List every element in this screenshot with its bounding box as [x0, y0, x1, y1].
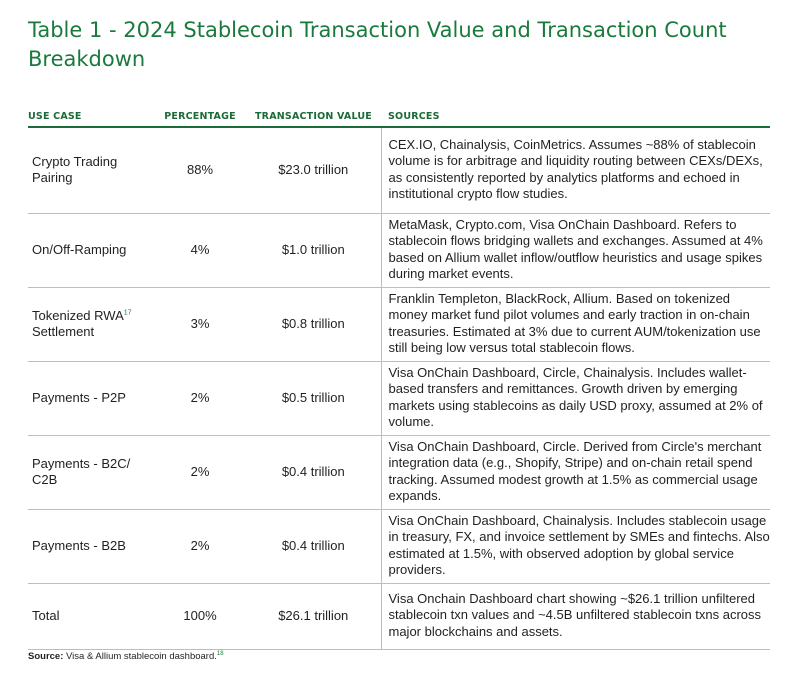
footnote-marker: 18 — [216, 650, 224, 657]
table-row — [28, 435, 770, 509]
use-case-cell: Payments - B2B — [32, 537, 126, 553]
value-cell: $1.0 trillion — [281, 241, 345, 257]
table-row — [28, 287, 770, 361]
value-cell: $26.1 trillion — [278, 607, 349, 623]
column-header-percentage: PERCENTAGE — [164, 111, 236, 122]
percentage-cell: 3% — [190, 315, 210, 331]
use-case-cell: Crypto Trading Pairing — [32, 153, 118, 186]
column-header-use-case: USE CASE — [28, 111, 82, 122]
use-case-cell — [28, 287, 154, 361]
table-row — [28, 361, 770, 435]
value-cell: $23.0 trillion — [278, 162, 349, 177]
table-title: Table 1 - 2024 Stablecoin Transaction Value and Transaction Count Breakdown — [28, 18, 727, 71]
percentage-cell: 2% — [190, 463, 210, 479]
source-note-text: Visa & Allium stablecoin dashboard. — [66, 651, 217, 662]
sources-cell: MetaMask, Crypto.com, Visa OnChain Dashboard. Refers to stablecoin flows bridging wallets and exchanges. Assumed at 4% based on Allium wallet inflow/outflow heuristics and usage spikes during market events. — [381, 213, 770, 287]
use-case-cell: Payments - P2P — [32, 389, 126, 405]
value-cell: $0.8 trillion — [281, 315, 345, 331]
table-row — [28, 127, 770, 213]
header-row — [28, 107, 770, 127]
use-case-cell: Total — [32, 607, 60, 623]
percentage-cell: 2% — [190, 389, 210, 405]
table-row — [28, 509, 770, 583]
percentage-cell: 100% — [183, 607, 217, 623]
percentage-cell: 4% — [190, 241, 210, 257]
percentage-cell: 88% — [186, 162, 214, 177]
use-case-cell: On/Off-Ramping — [32, 241, 127, 257]
value-cell: $0.4 trillion — [281, 463, 345, 479]
sources-cell: CEX.IO, Chainalysis, CoinMetrics. Assumes ~88% of stablecoin volume is for arbitrage and liquidity routing between CEXs/DEXs, as consistently reported by analytics platforms and echoed in institutional crypto flow studies. — [381, 127, 770, 213]
value-cell: $0.4 trillion — [281, 537, 345, 553]
source-note-label: Source: — [28, 651, 64, 662]
percentage-cell: 2% — [190, 537, 210, 553]
column-header-transaction-value: TRANSACTION VALUE — [255, 111, 372, 122]
footnote-marker: 17 — [123, 309, 132, 317]
sources-cell: Visa OnChain Dashboard, Chainalysis. Includes stablecoin usage in treasury, FX, and invoice settlement by SMEs and fintechs. Also estimated at 1.5%, with observed adoption by global service providers. — [381, 509, 770, 583]
breakdown-table — [28, 107, 770, 650]
sources-cell: Visa OnChain Dashboard, Circle, Chainalysis. Includes wallet-based transfers and remittances. Growth driven by emerging markets using stablecoins as daily USD proxy, assumed at 2% of volume. — [381, 361, 770, 435]
value-cell: $0.5 trillion — [281, 389, 345, 405]
column-header-sources: SOURCES — [388, 111, 440, 122]
table-row-total — [28, 583, 770, 649]
table-row — [28, 213, 770, 287]
use-case-text: Tokenized RWA — [32, 307, 124, 323]
sources-cell: Franklin Templeton, BlackRock, Allium. Based on tokenized money market fund pilot volumes and early traction in on-chain treasuries. Estimated at 3% due to current AUM/tokenization use still being low versus total stablecoin flows. — [381, 287, 770, 361]
use-case-text-line2: Settlement — [32, 324, 95, 339]
use-case-cell: Payments - B2C/ C2B — [32, 455, 131, 487]
source-note — [28, 651, 224, 662]
sources-cell: Visa Onchain Dashboard chart showing ~$26.1 trillion unfiltered stablecoin txn values and ~4.5B unfiltered stablecoin txns across major blockchains and assets. — [381, 583, 770, 649]
sources-cell: Visa OnChain Dashboard, Circle. Derived from Circle's merchant integration data (e.g., Shopify, Stripe) and on-chain retail spend tracking. Assumed modest growth at 1.5% as commercial usage expands. — [381, 435, 770, 509]
